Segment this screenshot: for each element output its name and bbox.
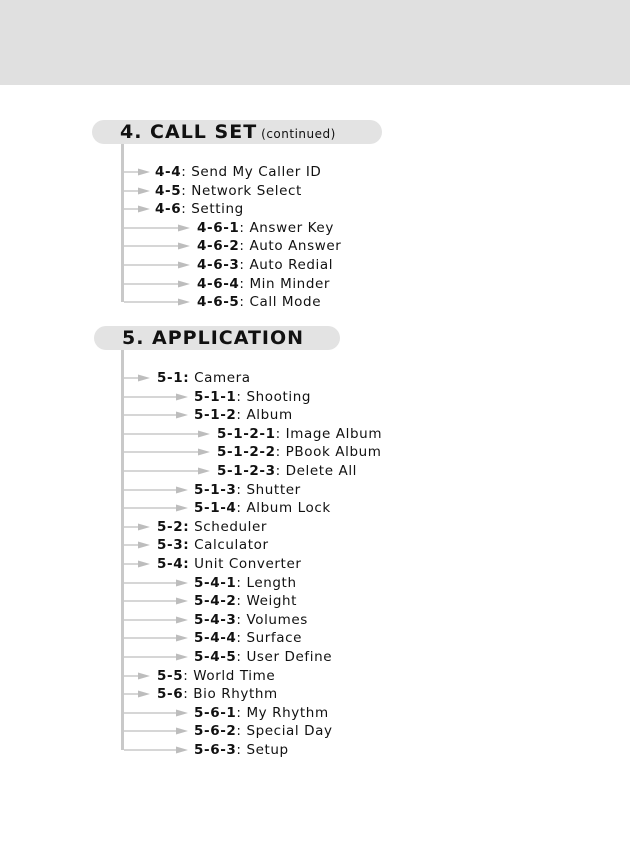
- section-5-item-code: 5-6-3: [194, 742, 237, 758]
- section-5-item: [157, 668, 275, 684]
- section-5-item-label: User Define: [241, 649, 333, 665]
- section-5-item: [217, 444, 382, 460]
- section-4-item-code: 4-6: [155, 201, 182, 218]
- section-4-item-label: Answer Key: [244, 219, 334, 236]
- section-4-arrow-icon: [124, 187, 150, 195]
- section-5-item-label: Album Lock: [241, 500, 331, 517]
- section-5-arrow-icon: [124, 486, 188, 494]
- section-5-arrow-icon: [124, 393, 188, 401]
- section-4-item: [155, 183, 302, 199]
- section-4-item: [197, 294, 321, 310]
- section-5-item: [194, 407, 293, 423]
- section-5-item: [194, 482, 301, 498]
- section-5-item-label: Setup: [241, 742, 289, 758]
- section-5-item: [157, 686, 278, 702]
- section-5-item-separator: :: [275, 425, 281, 442]
- section-4-item: [197, 238, 341, 254]
- section-5-arrow-icon: [124, 430, 210, 438]
- section-5-item: [194, 500, 331, 516]
- section-4-item-label: Min Minder: [244, 275, 331, 292]
- section-4-arrow-icon: [124, 224, 190, 232]
- section-5-item-code: 5-1-1: [194, 388, 237, 405]
- section-5-item-separator: :: [236, 574, 242, 591]
- section-4-arrow-icon: [124, 261, 190, 269]
- section-5-item-separator: :: [183, 667, 189, 684]
- section-5-item-separator: :: [236, 630, 242, 647]
- section-5-item: [157, 556, 302, 572]
- section-5-item-separator: :: [236, 388, 242, 405]
- section-4-item-code: 4-6-5: [197, 294, 240, 311]
- section-5-item-code: 5-4-5: [194, 649, 237, 665]
- section-5-arrow-icon: [124, 672, 150, 680]
- section-4-item-label: Network Select: [186, 182, 302, 199]
- section-5-arrow-icon: [124, 746, 188, 754]
- section-4-subtitle: (continued): [261, 127, 336, 141]
- section-5-arrow-icon: [124, 616, 188, 624]
- section-5-item: [157, 537, 269, 553]
- section-4-item-code: 4-6-2: [197, 238, 240, 255]
- section-4-item: [197, 257, 333, 273]
- section-5-item-code: 5-6: [157, 686, 184, 703]
- section-5-arrow-icon: [124, 411, 188, 419]
- section-5-item: [194, 723, 333, 739]
- section-5-item-label: Length: [241, 574, 297, 591]
- section-5-item-label: Shutter: [241, 481, 301, 498]
- section-5-item-label: Image Album: [280, 425, 383, 442]
- section-5-item-code: 5-1-4: [194, 500, 237, 517]
- section-4-arrow-icon: [124, 242, 190, 250]
- section-5-item-separator: :: [236, 593, 242, 610]
- section-5-item-code: 5-1-2-3: [217, 463, 276, 479]
- section-5-item-code: 5-1-2-2: [217, 444, 276, 461]
- section-4-item-separator: :: [239, 219, 245, 236]
- section-5-item-code: 5-1-2: [194, 407, 237, 424]
- section-5-title: 5. APPLICATION: [122, 327, 305, 349]
- section-5-item-label: Calculator: [189, 537, 269, 554]
- section-5-arrow-icon: [124, 541, 150, 549]
- section-4-item-separator: :: [239, 257, 245, 273]
- section-4-item-label: Auto Answer: [244, 238, 342, 255]
- section-5-item-code: 5-1-3: [194, 481, 237, 498]
- section-4-arrow-icon: [124, 168, 150, 176]
- section-4-arrow-icon: [124, 298, 190, 306]
- section-5-item-separator: :: [236, 742, 242, 758]
- section-5-item-separator: :: [183, 686, 189, 703]
- section-5-item-code: 5-5: [157, 667, 184, 684]
- section-4-item-code: 4-6-4: [197, 275, 240, 292]
- section-5-item-code: 5-3:: [157, 537, 190, 554]
- section-4-item-label: Auto Redial: [244, 257, 334, 273]
- section-4-item-separator: :: [181, 182, 187, 199]
- section-5-item: [217, 463, 357, 479]
- section-5-arrow-icon: [124, 560, 150, 568]
- section-5-item-code: 5-6-1: [194, 704, 237, 721]
- section-4-item: [155, 201, 244, 217]
- section-5-item-label: Shooting: [241, 388, 312, 405]
- section-4-item: [197, 276, 330, 292]
- section-4-item-label: Send My Caller ID: [186, 164, 322, 180]
- section-4-item-code: 4-6-3: [197, 257, 240, 273]
- section-4-item-separator: :: [239, 275, 245, 292]
- section-4-item: [197, 220, 334, 236]
- section-5-item-label: Special Day: [241, 723, 333, 740]
- section-5-item-code: 5-4-2: [194, 593, 237, 610]
- section-5-item-label: PBook Album: [280, 444, 382, 461]
- section-5-item: [194, 612, 308, 628]
- section-5-arrow-icon: [124, 523, 150, 531]
- section-5-item-code: 5-2:: [157, 518, 190, 535]
- section-5-item-code: 5-1:: [157, 370, 190, 386]
- section-5-arrow-icon: [124, 448, 210, 456]
- section-5-item-code: 5-6-2: [194, 723, 237, 740]
- section-5-arrow-icon: [124, 374, 150, 382]
- section-5-arrow-icon: [124, 597, 188, 605]
- section-4-item-code: 4-6-1: [197, 219, 240, 236]
- section-5-item-separator: :: [236, 407, 242, 424]
- section-4-item-code: 4-5: [155, 182, 182, 199]
- section-5-item: [194, 575, 297, 591]
- section-5-item: [194, 649, 332, 665]
- section-4-item: [155, 164, 321, 180]
- section-5-item-separator: :: [236, 611, 242, 628]
- section-5-item-label: World Time: [188, 667, 276, 684]
- section-5-arrow-icon: [124, 690, 150, 698]
- section-5-arrow-icon: [124, 634, 188, 642]
- section-4-title: 4. CALL SET: [120, 121, 258, 143]
- section-5-item: [194, 630, 302, 646]
- section-4-heading: [92, 120, 382, 144]
- section-5-arrow-icon: [124, 709, 188, 717]
- section-4-item-separator: :: [239, 294, 245, 311]
- section-5-item-label: Weight: [241, 593, 298, 610]
- section-5-item-separator: :: [236, 723, 242, 740]
- section-5-arrow-icon: [124, 504, 188, 512]
- section-4-arrow-icon: [124, 205, 150, 213]
- section-5-item-label: Camera: [189, 370, 251, 386]
- section-5-item-label: Scheduler: [189, 518, 268, 535]
- section-5-item-label: My Rhythm: [241, 704, 329, 721]
- section-5-item: [194, 742, 289, 758]
- section-5-item: [194, 389, 311, 405]
- section-4-arrow-icon: [124, 280, 190, 288]
- section-5-item: [217, 426, 382, 442]
- section-5-item: [194, 705, 329, 721]
- section-5-item-code: 5-4-3: [194, 611, 237, 628]
- section-4-item-separator: :: [181, 164, 187, 180]
- section-5-item-separator: :: [236, 500, 242, 517]
- section-5-item-label: Surface: [241, 630, 303, 647]
- section-5-item: [194, 593, 297, 609]
- section-4-item-label: Setting: [186, 201, 244, 218]
- section-5-item-label: Album: [241, 407, 293, 424]
- section-5-arrow-icon: [124, 653, 188, 661]
- section-5-item-label: Volumes: [241, 611, 308, 628]
- section-5-item-separator: :: [236, 481, 242, 498]
- section-4-item-code: 4-4: [155, 164, 182, 180]
- section-5-arrow-icon: [124, 467, 210, 475]
- section-5-item-code: 5-4:: [157, 556, 190, 572]
- section-5-item-label: Unit Converter: [189, 556, 302, 572]
- section-5-item: [157, 519, 267, 535]
- section-5-arrow-icon: [124, 579, 188, 587]
- section-5-item-code: 5-1-2-1: [217, 425, 276, 442]
- section-4-item-separator: :: [239, 238, 245, 255]
- section-5-item-separator: :: [275, 463, 281, 479]
- section-4-item-label: Call Mode: [244, 294, 322, 311]
- section-5-item-code: 5-4-1: [194, 574, 237, 591]
- header-band: [0, 0, 630, 85]
- section-4-item-separator: :: [181, 201, 187, 218]
- section-5-item-separator: :: [275, 444, 281, 461]
- section-5-item: [157, 370, 251, 386]
- section-5-item-label: Delete All: [280, 463, 358, 479]
- section-5-arrow-icon: [124, 727, 188, 735]
- section-5-item-label: Bio Rhythm: [188, 686, 278, 703]
- section-5-item-code: 5-4-4: [194, 630, 237, 647]
- section-5-heading: [94, 326, 340, 350]
- section-5-item-separator: :: [236, 704, 242, 721]
- section-5-item-separator: :: [236, 649, 242, 665]
